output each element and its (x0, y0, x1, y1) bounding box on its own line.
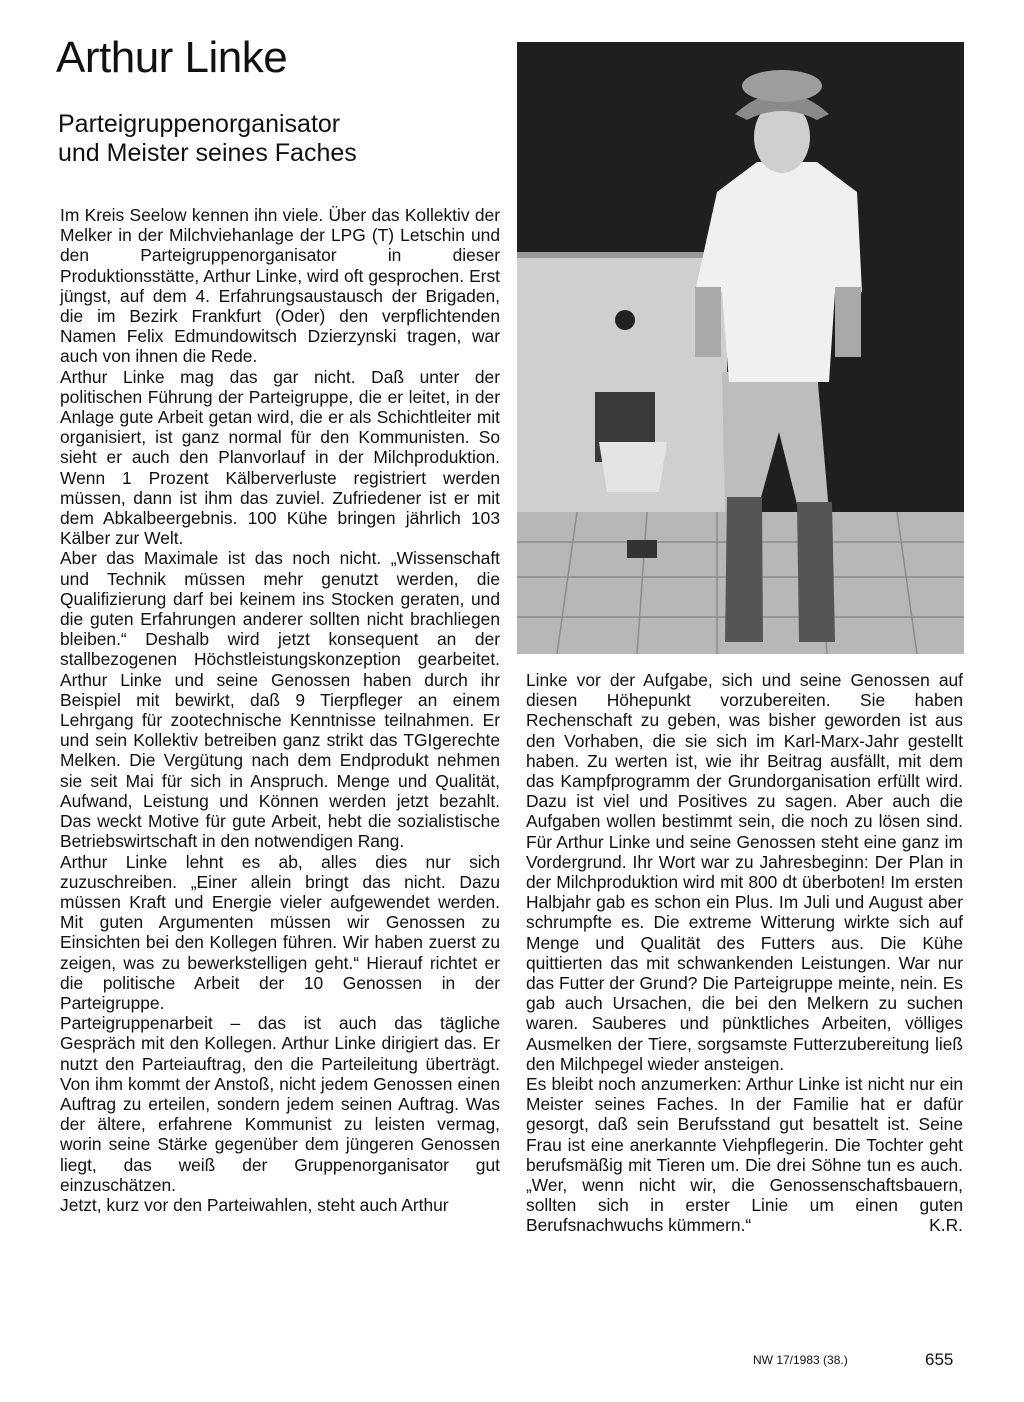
subtitle-line-1: Parteigruppenorganisator (58, 110, 341, 138)
paragraph: Parteigruppenarbeit – das ist auch das tägliche Gespräch mit den Kollegen. Arthur Linke dirigiert das. Er nutzt den Parteiauftrag, den die Parteileitung überträgt. Von ihm kommt der Anstoß, nicht jedem Genossen einen Auftrag zu erteilen, sondern jedem seinen Auftrag. Was der ältere, erfahrene Kommunist zu leisten vermag, worin seine Stärke gegenüber dem jüngeren Genossen liegt, das weiß der Gruppenorganisator gut einzuschätzen. (60, 1013, 500, 1195)
author-signature: K.R. (929, 1215, 963, 1236)
article-subtitle (58, 110, 478, 168)
paragraph: Arthur Linke mag das gar nicht. Daß unter der politischen Führung der Parteigruppe, die er leitet, in der Anlage gute Arbeit getan wird, die er als Schichtleiter mit organisiert, ist ganz normal für den Kommunisten. So sieht er auch den Planvorlauf in der Milchproduktion. Wenn 1 Prozent Kälberverluste registriert werden müssen, dann ist ihm das zuviel. Zufriedener ist er mit dem Abkalbeergebnis. 100 Kühe bringen jährlich 103 Kälber zur Welt. (60, 366, 500, 549)
paragraph-text: Es bleibt noch anzumerken: Arthur Linke ist nicht nur ein Meister seines Faches. In der Familie hat er dafür gesorgt, daß sein Berufsstand gut besattelt ist. Seine Frau ist eine anerkannte Viehpflegerin. Die Tochter geht berufsmäßig mit Tieren um. Die drei Söhne tun es auch. „Wer, wenn nicht wir, die Genossenschaftsbauern, sollten sich in erster Linie um einen guten Berufsnachwuchs kümmern.“ (526, 1074, 963, 1236)
paragraph: Aber das Maximale ist das noch nicht. „Wissenschaft und Technik müssen mehr genutzt werden, die Qualifizierung darf bei keinem ins Stocken geraten, und die guten Erfahrungen anderer sollten nicht brachliegen bleiben.“ Deshalb wird jetzt konsequent an der stallbezogenen Höchstleistungskonzeption gearbeitet. Arthur Linke und seine Genossen haben durch ihr Beispiel mit bewirkt, daß 9 Tierpfleger an einem Lehrgang für zootechnische Kenntnisse teilnahmen. Er und sein Kollektiv betreiben ganz strikt das TGIgerechte Melken. Die Vergütung nach dem Endprodukt nehmen sie seit Mai für sich in Anspruch. Menge und Qualität, Aufwand, Leistung und Können werden jetzt bezahlt. Das weckt Motive für gute Arbeit, hebt die sozialistische Betriebswirtschaft in den notwendigen Rang. (60, 548, 500, 852)
subtitle-line-2: und Meister seines Faches (58, 139, 357, 167)
paragraph (526, 1074, 963, 1236)
portrait-photo (517, 42, 964, 654)
article-body-right-column (526, 670, 963, 1236)
article-title: Arthur Linke (56, 33, 288, 82)
paragraph: Linke vor der Aufgabe, sich und seine Genossen auf diesen Höhepunkt vorzubereiten. Sie haben Rechenschaft zu geben, was bisher geworden ist aus den Vorhaben, die sie sich im Karl-Marx-Jahr gestellt haben. Zu werten ist, wie ihr Beitrag ausfällt, mit dem das Kampfprogramm der Grundorganisation erfüllt wird. Dazu ist viel und Positives zu sagen. Aber auch die Aufgaben wollen bestimmt sein, die noch zu lösen sind. Für Arthur Linke und seine Genossen steht eine ganz im Vordergrund. Ihr Wort war zu Jahresbeginn: Der Plan in der Milchproduktion wird mit 800 dt überboten! Im ersten Halbjahr gab es schon ein Plus. Im Juli und August aber schrumpfte es. Die extreme Witterung wirkte sich auf Menge und Qualität des Futters aus. Die Kühe quittierten das mit schwankenden Leistungen. War nur das Futter der Grund? Die Parteigruppe meinte, nein. Es gab auch Ursachen, die bei den Melkern zu suchen waren. Sauberes und pünktliches Arbeiten, völliges Ausmelken der Tiere, sorgsamste Futterzubereitung ließ den Milchpegel wieder ansteigen. (526, 670, 963, 1074)
paragraph: Arthur Linke lehnt es ab, alles dies nur sich zuzuschreiben. „Einer allein bringt das nicht. Dazu müssen Kraft und Energie vieler aufgewendet werden. Mit guten Argumenten müssen wir Genossen zu Einsichten bei den Kollegen führen. Wir haben zuerst zu zeigen, was zu bewerkstelligen geht.“ Hierauf richtet er die politische Arbeit der 10 Genossen in der Parteigruppe. (60, 851, 500, 1013)
paragraph: Jetzt, kurz vor den Parteiwahlen, steht auch Arthur (60, 1194, 449, 1215)
article-body-left-column (60, 205, 500, 1215)
page-number: 655 (925, 1350, 954, 1369)
issue-reference: NW 17/1983 (38.) (753, 1353, 848, 1367)
paragraph: Im Kreis Seelow kennen ihn viele. Über das Kollektiv der Melker in der Milchviehanlage der LPG (T) Letschin und den Parteigruppenorganisator in dieser Produktionsstätte, Arthur Linke, wird oft gesprochen. Erst jüngst, auf dem 4. Erfahrungsaustausch der Brigaden, die im Bezirk Frankfurt (Oder) den verpflichtenden Namen Felix Edmundowitsch Dzierzynski tragen, war auch von ihnen die Rede. (60, 205, 500, 367)
